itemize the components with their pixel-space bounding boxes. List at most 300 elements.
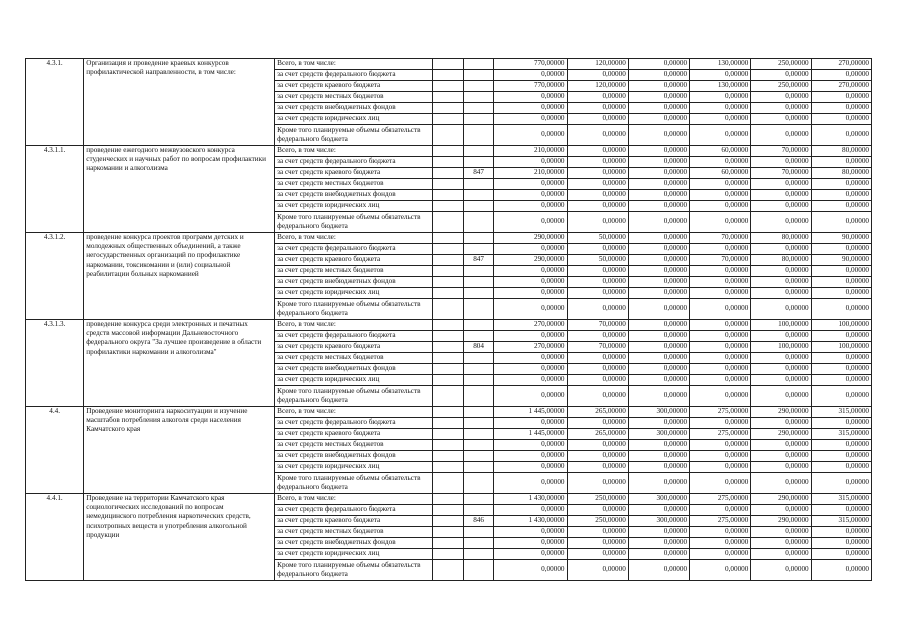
item-name: Проведение на территории Камчатского края социологических исследований по вопросам немедицинского потребления наркотических средств, психотропных веществ и употребления алкогольной продукции [84, 494, 275, 581]
empty-cell [432, 407, 463, 418]
amount-cell: 0,00000 [690, 190, 751, 201]
funding-source: за счет средств краевого бюджета [275, 429, 433, 440]
funding-source: Кроме того планируемые объемы обязательств федерального бюджета [275, 473, 433, 494]
empty-cell [432, 429, 463, 440]
amount-cell: 0,00000 [628, 266, 689, 277]
amount-cell: 130,00000 [690, 81, 751, 92]
item-code: 4.3.1.3. [26, 320, 84, 407]
amount-cell: 0,00000 [628, 473, 689, 494]
funding-source: за счет средств краевого бюджета [275, 516, 433, 527]
amount-cell: 0,00000 [690, 375, 751, 386]
amount-cell: 0,00000 [690, 473, 751, 494]
amount-cell: 0,00000 [811, 440, 871, 451]
empty-cell [432, 560, 463, 581]
amount-cell: 0,00000 [751, 473, 811, 494]
amount-cell: 0,00000 [628, 288, 689, 299]
amount-cell: 210,00000 [494, 168, 567, 179]
amount-cell: 0,00000 [751, 266, 811, 277]
amount-cell: 0,00000 [567, 527, 628, 538]
amount-cell: 0,00000 [751, 364, 811, 375]
amount-cell: 0,00000 [628, 527, 689, 538]
amount-cell: 0,00000 [751, 527, 811, 538]
amount-cell: 0,00000 [494, 375, 567, 386]
amount-cell: 0,00000 [811, 527, 871, 538]
amount-cell: 1 430,00000 [494, 494, 567, 505]
amount-cell: 265,00000 [567, 429, 628, 440]
amount-cell: 290,00000 [751, 494, 811, 505]
item-code: 4.4.1. [26, 494, 84, 581]
funding-source: Кроме того планируемые объемы обязательств федерального бюджета [275, 299, 433, 320]
amount-cell: 0,00000 [628, 342, 689, 353]
amount-cell: 0,00000 [628, 179, 689, 190]
amount-cell: 0,00000 [690, 353, 751, 364]
funding-source: за счет средств краевого бюджета [275, 168, 433, 179]
amount-cell: 315,00000 [811, 429, 871, 440]
amount-cell: 315,00000 [811, 516, 871, 527]
amount-cell: 0,00000 [567, 103, 628, 114]
amount-cell: 0,00000 [751, 462, 811, 473]
amount-cell: 0,00000 [811, 353, 871, 364]
grbs-code [464, 364, 494, 375]
amount-cell: 0,00000 [690, 266, 751, 277]
grbs-code [464, 125, 494, 146]
amount-cell: 0,00000 [628, 320, 689, 331]
amount-cell: 0,00000 [690, 560, 751, 581]
empty-cell [432, 288, 463, 299]
funding-source: за счет средств внебюджетных фондов [275, 451, 433, 462]
amount-cell: 290,00000 [494, 233, 567, 244]
amount-cell: 0,00000 [690, 320, 751, 331]
amount-cell: 0,00000 [811, 538, 871, 549]
amount-cell: 250,00000 [567, 494, 628, 505]
empty-cell [432, 92, 463, 103]
amount-cell: 300,00000 [628, 429, 689, 440]
section-first-row [26, 146, 872, 157]
grbs-code [464, 81, 494, 92]
amount-cell: 0,00000 [751, 299, 811, 320]
funding-source: за счет средств федерального бюджета [275, 331, 433, 342]
amount-cell: 0,00000 [494, 92, 567, 103]
grbs-code [464, 288, 494, 299]
amount-cell: 0,00000 [494, 266, 567, 277]
amount-cell: 80,00000 [751, 233, 811, 244]
section-first-row [26, 233, 872, 244]
amount-cell: 0,00000 [690, 364, 751, 375]
amount-cell: 0,00000 [811, 288, 871, 299]
amount-cell: 0,00000 [628, 462, 689, 473]
funding-source: за счет средств местных бюджетов [275, 179, 433, 190]
item-name: проведение конкурса среди электронных и печатных средств массовой информации Дальневосточного федерального округа "За лучшее произведение в области профилактики наркомании и алкоголизма" [84, 320, 275, 407]
empty-cell [432, 538, 463, 549]
grbs-code: 804 [464, 342, 494, 353]
amount-cell: 0,00000 [567, 114, 628, 125]
amount-cell: 0,00000 [567, 299, 628, 320]
amount-cell: 0,00000 [751, 505, 811, 516]
amount-cell: 0,00000 [567, 125, 628, 146]
grbs-code [464, 440, 494, 451]
funding-source: за счет средств федерального бюджета [275, 244, 433, 255]
amount-cell: 0,00000 [567, 146, 628, 157]
funding-source: за счет средств юридических лиц [275, 462, 433, 473]
amount-cell: 0,00000 [494, 190, 567, 201]
empty-cell [432, 70, 463, 81]
amount-cell: 0,00000 [751, 538, 811, 549]
amount-cell: 0,00000 [690, 538, 751, 549]
funding-source: за счет средств внебюджетных фондов [275, 190, 433, 201]
grbs-code [464, 473, 494, 494]
amount-cell: 0,00000 [628, 70, 689, 81]
amount-cell: 275,00000 [690, 429, 751, 440]
amount-cell: 0,00000 [628, 81, 689, 92]
amount-cell: 0,00000 [494, 201, 567, 212]
amount-cell: 0,00000 [751, 440, 811, 451]
funding-source: Кроме того планируемые объемы обязательств федерального бюджета [275, 125, 433, 146]
amount-cell: 0,00000 [628, 505, 689, 516]
amount-cell: 0,00000 [751, 114, 811, 125]
amount-cell: 0,00000 [628, 299, 689, 320]
amount-cell: 0,00000 [567, 70, 628, 81]
grbs-code [464, 320, 494, 331]
funding-source: за счет средств краевого бюджета [275, 81, 433, 92]
amount-cell: 0,00000 [494, 157, 567, 168]
grbs-code [464, 299, 494, 320]
funding-source: за счет средств федерального бюджета [275, 70, 433, 81]
amount-cell: 270,00000 [811, 59, 871, 70]
amount-cell: 0,00000 [628, 168, 689, 179]
amount-cell: 0,00000 [690, 157, 751, 168]
amount-cell: 0,00000 [628, 103, 689, 114]
grbs-code [464, 560, 494, 581]
amount-cell: 300,00000 [628, 516, 689, 527]
amount-cell: 0,00000 [751, 560, 811, 581]
empty-cell [432, 103, 463, 114]
funding-source: Всего, в том числе: [275, 59, 433, 70]
amount-cell: 0,00000 [567, 266, 628, 277]
amount-cell: 0,00000 [567, 451, 628, 462]
amount-cell: 0,00000 [494, 386, 567, 407]
grbs-code [464, 505, 494, 516]
empty-cell [432, 342, 463, 353]
amount-cell: 0,00000 [690, 201, 751, 212]
amount-cell: 0,00000 [690, 527, 751, 538]
amount-cell: 0,00000 [628, 125, 689, 146]
amount-cell: 0,00000 [628, 201, 689, 212]
empty-cell [432, 179, 463, 190]
empty-cell [432, 527, 463, 538]
amount-cell: 0,00000 [628, 560, 689, 581]
amount-cell: 0,00000 [628, 549, 689, 560]
amount-cell: 0,00000 [628, 364, 689, 375]
amount-cell: 0,00000 [811, 375, 871, 386]
funding-source: за счет средств юридических лиц [275, 114, 433, 125]
amount-cell: 290,00000 [751, 429, 811, 440]
amount-cell: 0,00000 [567, 288, 628, 299]
amount-cell: 100,00000 [751, 320, 811, 331]
item-name: проведение ежегодного межвузовского конкурса студенческих и научных работ по вопросам профилактики наркомании и алкоголизма [84, 146, 275, 233]
amount-cell: 0,00000 [690, 505, 751, 516]
funding-source: Кроме того планируемые объемы обязательств федерального бюджета [275, 386, 433, 407]
amount-cell: 0,00000 [628, 233, 689, 244]
grbs-code [464, 462, 494, 473]
amount-cell: 265,00000 [567, 407, 628, 418]
grbs-code: 847 [464, 168, 494, 179]
grbs-code: 847 [464, 255, 494, 266]
amount-cell: 0,00000 [690, 462, 751, 473]
amount-cell: 70,00000 [690, 255, 751, 266]
grbs-code [464, 277, 494, 288]
amount-cell: 0,00000 [690, 288, 751, 299]
amount-cell: 300,00000 [628, 407, 689, 418]
empty-cell [432, 331, 463, 342]
grbs-code [464, 538, 494, 549]
empty-cell [432, 549, 463, 560]
empty-cell [432, 212, 463, 233]
empty-cell [432, 244, 463, 255]
amount-cell: 0,00000 [494, 299, 567, 320]
item-code: 4.4. [26, 407, 84, 494]
amount-cell: 0,00000 [811, 560, 871, 581]
amount-cell: 120,00000 [567, 59, 628, 70]
funding-source: за счет средств краевого бюджета [275, 342, 433, 353]
empty-cell [432, 516, 463, 527]
amount-cell: 0,00000 [751, 70, 811, 81]
amount-cell: 0,00000 [811, 299, 871, 320]
amount-cell: 0,00000 [690, 179, 751, 190]
amount-cell: 80,00000 [811, 168, 871, 179]
empty-cell [432, 451, 463, 462]
amount-cell: 0,00000 [751, 92, 811, 103]
empty-cell [432, 190, 463, 201]
amount-cell: 0,00000 [628, 190, 689, 201]
amount-cell: 275,00000 [690, 494, 751, 505]
empty-cell [432, 255, 463, 266]
grbs-code [464, 353, 494, 364]
amount-cell: 0,00000 [567, 212, 628, 233]
amount-cell: 0,00000 [567, 375, 628, 386]
amount-cell: 50,00000 [567, 233, 628, 244]
empty-cell [432, 146, 463, 157]
amount-cell: 0,00000 [567, 157, 628, 168]
amount-cell: 0,00000 [494, 505, 567, 516]
item-code: 4.3.1. [26, 59, 84, 146]
amount-cell: 250,00000 [567, 516, 628, 527]
amount-cell: 130,00000 [690, 59, 751, 70]
amount-cell: 0,00000 [690, 440, 751, 451]
grbs-code [464, 386, 494, 407]
amount-cell: 100,00000 [811, 342, 871, 353]
amount-cell: 0,00000 [690, 92, 751, 103]
grbs-code [464, 429, 494, 440]
funding-source: за счет средств юридических лиц [275, 549, 433, 560]
amount-cell: 0,00000 [811, 364, 871, 375]
empty-cell [432, 375, 463, 386]
funding-source: за счет средств юридических лиц [275, 288, 433, 299]
amount-cell: 0,00000 [751, 331, 811, 342]
amount-cell: 0,00000 [494, 331, 567, 342]
section-first-row [26, 59, 872, 70]
funding-source: за счет средств юридических лиц [275, 201, 433, 212]
grbs-code [464, 212, 494, 233]
amount-cell: 0,00000 [751, 549, 811, 560]
amount-cell: 0,00000 [751, 125, 811, 146]
amount-cell: 0,00000 [690, 103, 751, 114]
amount-cell: 70,00000 [751, 146, 811, 157]
amount-cell: 270,00000 [494, 342, 567, 353]
amount-cell: 0,00000 [628, 59, 689, 70]
amount-cell: 0,00000 [690, 451, 751, 462]
amount-cell: 1 430,00000 [494, 516, 567, 527]
amount-cell: 0,00000 [494, 212, 567, 233]
amount-cell: 0,00000 [567, 386, 628, 407]
empty-cell [432, 233, 463, 244]
amount-cell: 90,00000 [811, 255, 871, 266]
amount-cell: 1 445,00000 [494, 429, 567, 440]
section-first-row [26, 320, 872, 331]
empty-cell [432, 473, 463, 494]
funding-source: за счет средств федерального бюджета [275, 157, 433, 168]
amount-cell: 0,00000 [690, 418, 751, 429]
amount-cell: 0,00000 [494, 527, 567, 538]
budget-table [25, 58, 872, 581]
amount-cell: 0,00000 [567, 331, 628, 342]
section-first-row [26, 407, 872, 418]
empty-cell [432, 386, 463, 407]
grbs-code: 846 [464, 516, 494, 527]
amount-cell: 0,00000 [811, 179, 871, 190]
grbs-code [464, 157, 494, 168]
amount-cell: 0,00000 [494, 114, 567, 125]
amount-cell: 0,00000 [690, 299, 751, 320]
amount-cell: 0,00000 [690, 342, 751, 353]
amount-cell: 0,00000 [751, 288, 811, 299]
amount-cell: 0,00000 [751, 353, 811, 364]
amount-cell: 0,00000 [690, 549, 751, 560]
grbs-code [464, 331, 494, 342]
amount-cell: 0,00000 [567, 440, 628, 451]
section-first-row [26, 494, 872, 505]
amount-cell: 0,00000 [751, 277, 811, 288]
grbs-code [464, 59, 494, 70]
amount-cell: 0,00000 [567, 549, 628, 560]
amount-cell: 0,00000 [751, 451, 811, 462]
amount-cell: 70,00000 [567, 320, 628, 331]
empty-cell [432, 505, 463, 516]
grbs-code [464, 266, 494, 277]
grbs-code [464, 451, 494, 462]
amount-cell: 275,00000 [690, 407, 751, 418]
amount-cell: 0,00000 [751, 418, 811, 429]
amount-cell: 0,00000 [494, 451, 567, 462]
amount-cell: 300,00000 [628, 494, 689, 505]
amount-cell: 275,00000 [690, 516, 751, 527]
funding-source: за счет средств внебюджетных фондов [275, 103, 433, 114]
amount-cell: 0,00000 [567, 364, 628, 375]
item-code: 4.3.1.2. [26, 233, 84, 320]
amount-cell: 0,00000 [494, 538, 567, 549]
amount-cell: 0,00000 [690, 212, 751, 233]
grbs-code [464, 233, 494, 244]
amount-cell: 0,00000 [690, 70, 751, 81]
grbs-code [464, 244, 494, 255]
funding-source: за счет средств федерального бюджета [275, 418, 433, 429]
amount-cell: 1 445,00000 [494, 407, 567, 418]
amount-cell: 0,00000 [751, 201, 811, 212]
amount-cell: 0,00000 [628, 451, 689, 462]
amount-cell: 0,00000 [567, 179, 628, 190]
grbs-code [464, 70, 494, 81]
grbs-code [464, 146, 494, 157]
amount-cell: 80,00000 [811, 146, 871, 157]
amount-cell: 60,00000 [690, 146, 751, 157]
amount-cell: 0,00000 [494, 179, 567, 190]
funding-source: за счет средств краевого бюджета [275, 255, 433, 266]
amount-cell: 0,00000 [628, 114, 689, 125]
grbs-code [464, 407, 494, 418]
amount-cell: 0,00000 [567, 418, 628, 429]
amount-cell: 0,00000 [628, 538, 689, 549]
table-body [26, 59, 872, 581]
amount-cell: 60,00000 [690, 168, 751, 179]
amount-cell: 0,00000 [494, 440, 567, 451]
grbs-code [464, 103, 494, 114]
amount-cell: 0,00000 [494, 418, 567, 429]
amount-cell: 0,00000 [628, 386, 689, 407]
funding-source: за счет средств внебюджетных фондов [275, 364, 433, 375]
empty-cell [432, 201, 463, 212]
amount-cell: 0,00000 [811, 157, 871, 168]
amount-cell: 0,00000 [494, 473, 567, 494]
amount-cell: 250,00000 [751, 59, 811, 70]
amount-cell: 0,00000 [494, 103, 567, 114]
amount-cell: 0,00000 [811, 190, 871, 201]
amount-cell: 210,00000 [494, 146, 567, 157]
funding-source: Всего, в том числе: [275, 320, 433, 331]
amount-cell: 290,00000 [751, 407, 811, 418]
amount-cell: 0,00000 [811, 331, 871, 342]
amount-cell: 0,00000 [567, 353, 628, 364]
amount-cell: 0,00000 [628, 92, 689, 103]
amount-cell: 0,00000 [494, 70, 567, 81]
amount-cell: 80,00000 [751, 255, 811, 266]
amount-cell: 0,00000 [567, 190, 628, 201]
amount-cell: 315,00000 [811, 494, 871, 505]
amount-cell: 0,00000 [690, 244, 751, 255]
amount-cell: 0,00000 [567, 201, 628, 212]
amount-cell: 0,00000 [811, 277, 871, 288]
amount-cell: 0,00000 [567, 505, 628, 516]
funding-source: за счет средств местных бюджетов [275, 92, 433, 103]
funding-source: за счет средств местных бюджетов [275, 527, 433, 538]
empty-cell [432, 114, 463, 125]
amount-cell: 0,00000 [494, 125, 567, 146]
grbs-code [464, 190, 494, 201]
funding-source: Кроме того планируемые объемы обязательств федерального бюджета [275, 212, 433, 233]
amount-cell: 100,00000 [811, 320, 871, 331]
funding-source: за счет средств внебюджетных фондов [275, 277, 433, 288]
amount-cell: 290,00000 [751, 516, 811, 527]
grbs-code [464, 375, 494, 386]
amount-cell: 100,00000 [751, 342, 811, 353]
empty-cell [432, 320, 463, 331]
amount-cell: 0,00000 [567, 462, 628, 473]
amount-cell: 0,00000 [628, 255, 689, 266]
grbs-code [464, 179, 494, 190]
funding-source: за счет средств юридических лиц [275, 375, 433, 386]
amount-cell: 0,00000 [751, 157, 811, 168]
grbs-code [464, 92, 494, 103]
amount-cell: 0,00000 [567, 277, 628, 288]
funding-source: Всего, в том числе: [275, 407, 433, 418]
